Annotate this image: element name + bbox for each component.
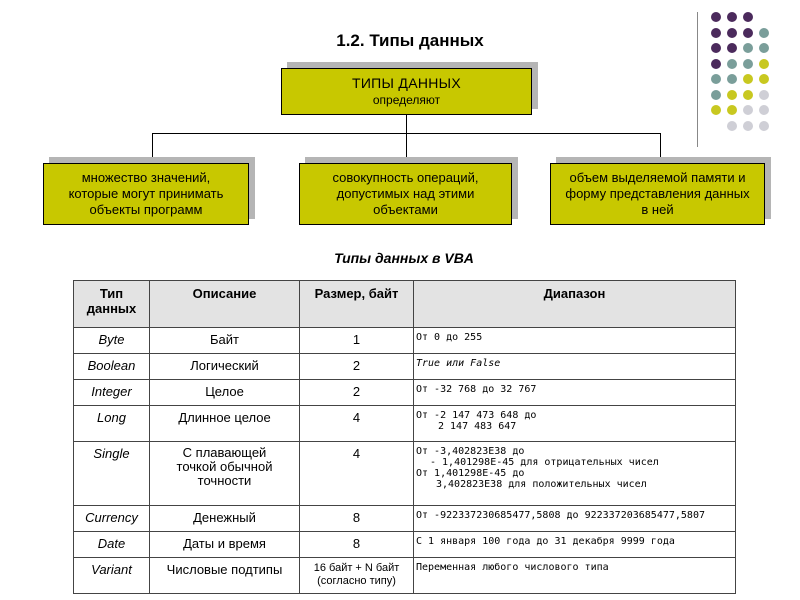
decorative-dot [711,59,721,69]
decorative-dot [711,28,721,38]
connector-line [406,133,407,163]
diagram-child-text: объем выделяемой памяти и [569,170,746,185]
table-row [74,558,736,594]
decorative-dot [711,105,721,115]
cell-desc: Даты и время [150,532,300,558]
diagram-child-box [43,163,249,225]
cell-type: Variant [74,558,150,594]
decorative-dot [727,43,737,53]
cell-size [300,558,414,594]
range-line: - 1,401298E-45 для отрицательных чисел [430,457,659,468]
diagram-child-box [299,163,512,225]
size-line: (согласно типу) [317,575,396,587]
decorative-dot [743,12,753,22]
decorative-dot [743,90,753,100]
header-type [74,281,150,328]
table-row [74,406,736,442]
range-line: От -3,402823E38 до [416,446,525,457]
decorative-dot [759,28,769,38]
cell-type: Currency [74,506,150,532]
range-line: От -2 147 473 648 до [416,410,537,421]
cell-range: С 1 января 100 года до 31 декабря 9999 года [414,532,736,558]
diagram-child-text: которые могут принимать [68,186,224,201]
diagram-root-box [281,68,532,115]
cell-desc: Числовые подтипы [150,558,300,594]
cell-size: 4 [300,442,414,506]
diagram-child-text: объекты программ [89,202,203,217]
cell-desc: Байт [150,328,300,354]
decorative-dot [727,121,737,131]
range-line: 2 147 483 647 [438,421,517,432]
cell-type: Single [74,442,150,506]
desc-line: точкой обычной [176,459,273,474]
decorative-dot [743,74,753,84]
decorative-dot [759,43,769,53]
diagram-child-text: допустимых над этими [336,186,475,201]
cell-type: Date [74,532,150,558]
table-row [74,532,736,558]
decorative-dot [727,12,737,22]
cell-range: От -922337230685477,5808 до 922337203685477,5807 [414,506,736,532]
decorative-dot [711,12,721,22]
cell-type: Byte [74,328,150,354]
table-row [74,354,736,380]
cell-desc: Целое [150,380,300,406]
diagram-child-text: объектами [373,202,438,217]
diagram-child-text: форму представления данных [565,186,750,201]
connector-line [660,133,661,163]
cell-size: 8 [300,532,414,558]
cell-desc: Денежный [150,506,300,532]
decorative-dot [743,59,753,69]
header-desc: Описание [150,281,300,328]
connector-line [152,133,153,163]
cell-desc: Длинное целое [150,406,300,442]
table-row [74,442,736,506]
diagram-child-text: в ней [641,202,674,217]
cell-size: 8 [300,506,414,532]
table-caption: Типы данных в VBA [334,250,474,266]
cell-desc: Логический [150,354,300,380]
decorative-divider [697,12,698,147]
desc-line: С плавающей [182,445,267,460]
cell-size: 2 [300,380,414,406]
header-type-line: данных [86,301,137,316]
decorative-dot [759,105,769,115]
header-range: Диапазон [414,281,736,328]
decorative-dot [727,74,737,84]
cell-size: 4 [300,406,414,442]
cell-type: Long [74,406,150,442]
range-line: От 1,401298E-45 до [416,468,525,479]
table-row [74,328,736,354]
decorative-dot [759,74,769,84]
decorative-dot [727,105,737,115]
decorative-dot [711,90,721,100]
table-header-row [74,281,736,328]
table-row [74,380,736,406]
decorative-dot [759,121,769,131]
cell-range: От -32 768 до 32 767 [414,380,736,406]
cell-range [414,406,736,442]
decorative-dot [711,43,721,53]
diagram-child-text: множество значений, [81,170,211,185]
header-size: Размер, байт [300,281,414,328]
cell-type: Boolean [74,354,150,380]
decorative-dot [727,59,737,69]
decorative-dot [743,28,753,38]
cell-size: 2 [300,354,414,380]
cell-desc [150,442,300,506]
decorative-dot [727,28,737,38]
decorative-dot [727,90,737,100]
decorative-dot [743,121,753,131]
desc-line: точности [197,473,252,488]
decorative-dot [759,59,769,69]
cell-range: От 0 до 255 [414,328,736,354]
diagram-child-text: совокупность операций, [332,170,479,185]
header-type-line: Тип [99,286,124,301]
vba-types-table [73,280,736,594]
decorative-dot [711,74,721,84]
diagram-root-subtitle: определяют [372,93,441,107]
cell-type: Integer [74,380,150,406]
cell-range [414,442,736,506]
diagram-child-box [550,163,765,225]
decorative-dot [743,43,753,53]
size-line: 16 байт + N байт [313,562,400,574]
table-row [74,506,736,532]
cell-range: Переменная любого числового типа [414,558,736,594]
diagram-root-title: ТИПЫ ДАННЫХ [351,75,462,91]
connector-line [406,115,407,133]
cell-size: 1 [300,328,414,354]
decorative-dot [743,105,753,115]
cell-range: True или False [414,354,736,380]
page-title: 1.2. Типы данных [336,31,484,50]
range-line: 3,402823E38 для положительных чисел [436,479,647,490]
decorative-dot [759,90,769,100]
